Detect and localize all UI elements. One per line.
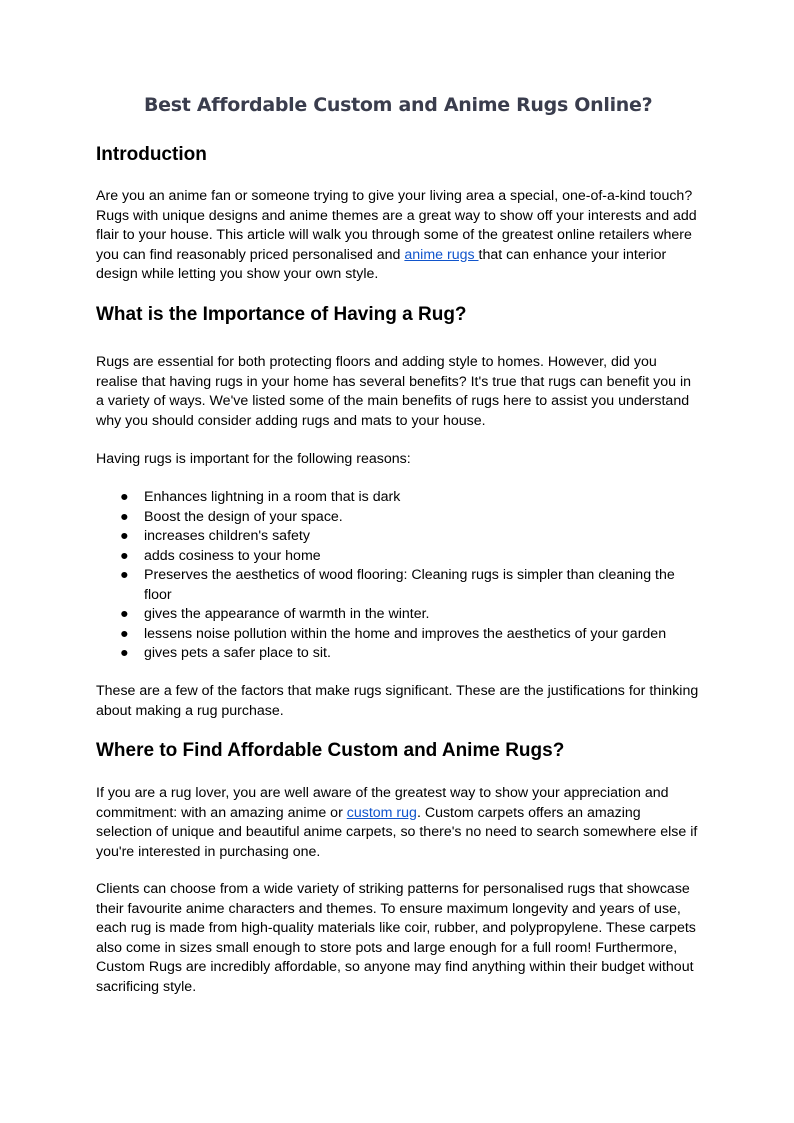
- bullet-icon: ●: [120, 508, 129, 525]
- bullet-icon: ●: [120, 528, 129, 544]
- reasons-intro: Having rugs is important for the following reasons:: [96, 451, 411, 467]
- list-item: [96, 625, 700, 645]
- list-item-text: Enhances lightning in a room that is dark: [144, 489, 401, 505]
- list-item: [96, 644, 700, 664]
- custom-rug-link[interactable]: custom rug: [346, 804, 417, 821]
- intro-text-after-link: that can enhance your interior design while letting you show your own style.: [96, 246, 667, 282]
- bullet-icon: ●: [120, 625, 129, 642]
- where-paragraph-2: Clients can choose from a wide variety of striking patterns for personalised rugs that showcase their favourite anime characters and themes. To ensure maximum longevity and years of use, each rug is made from high-quality materials like coir, rubber, and polypropylene. These carpets also come in sizes small enough to store pots and large enough for a full room! Furthermore, Custom Rugs are incredibly affordable, so anyone may find anything within their budget without sacrificing style.: [96, 881, 696, 995]
- intro-paragraph: [96, 187, 700, 285]
- where-text-before-link: If you are a rug lover, you are well aware of the greatest way to show your appreciation and commitment: with an amazing anime or: [96, 785, 669, 821]
- anime-rugs-link[interactable]: anime rugs: [404, 246, 479, 263]
- list-item-text: Boost the design of your space.: [144, 508, 343, 525]
- bullet-icon: ●: [120, 547, 129, 564]
- bullet-icon: ●: [120, 489, 129, 505]
- bullet-icon: ●: [120, 567, 129, 583]
- list-item: [96, 527, 700, 547]
- list-item: [96, 547, 700, 567]
- intro-text-before-link: Are you an anime fan or someone trying to give your living area a special, one-of-a-kind touch? Rugs with unique designs and anime themes are a great way to show off your interests and add flair to your house. This article will walk you through some of the greatest online retailers where you can find reasonably priced personalised and: [96, 188, 697, 263]
- intro-heading: Introduction: [96, 144, 207, 165]
- page-title: Best Affordable Custom and Anime Rugs Online?: [144, 94, 653, 116]
- list-item: [96, 605, 700, 625]
- list-item-text: increases children's safety: [144, 528, 310, 544]
- where-paragraph-1: [96, 784, 700, 862]
- list-item-text: lessens noise pollution within the home and improves the aesthetics of your garden: [144, 625, 667, 642]
- reasons-list: [96, 488, 700, 664]
- list-item: [96, 566, 700, 605]
- importance-paragraph: Rugs are essential for both protecting floors and adding style to homes. However, did you realise that having rugs in your home has several benefits? It's true that rugs can benefit you in a variety of ways. We've listed some of the main benefits of rugs here to assist you understand why you should consider adding rugs and mats to your house.: [96, 354, 691, 429]
- list-item-text: adds cosiness to your home: [144, 547, 321, 564]
- importance-heading: What is the Importance of Having a Rug?: [96, 304, 467, 325]
- list-item-text: gives pets a safer place to sit.: [144, 645, 331, 661]
- bullet-icon: ●: [120, 645, 129, 661]
- list-item-text: Preserves the aesthetics of wood flooring: Cleaning rugs is simpler than cleaning the floor: [144, 567, 675, 603]
- where-heading: Where to Find Affordable Custom and Anime Rugs?: [96, 740, 565, 761]
- list-item: [96, 508, 700, 528]
- bullet-icon: ●: [120, 606, 129, 622]
- list-item-text: gives the appearance of warmth in the winter.: [144, 606, 430, 622]
- importance-closing: These are a few of the factors that make rugs significant. These are the justifications for thinking about making a rug purchase.: [96, 683, 699, 719]
- where-text-after-link: . Custom carpets offers an amazing selection of unique and beautiful anime carpets, so there's no need to search somewhere else if you're interested in purchasing one.: [96, 804, 698, 860]
- list-item: [96, 488, 700, 508]
